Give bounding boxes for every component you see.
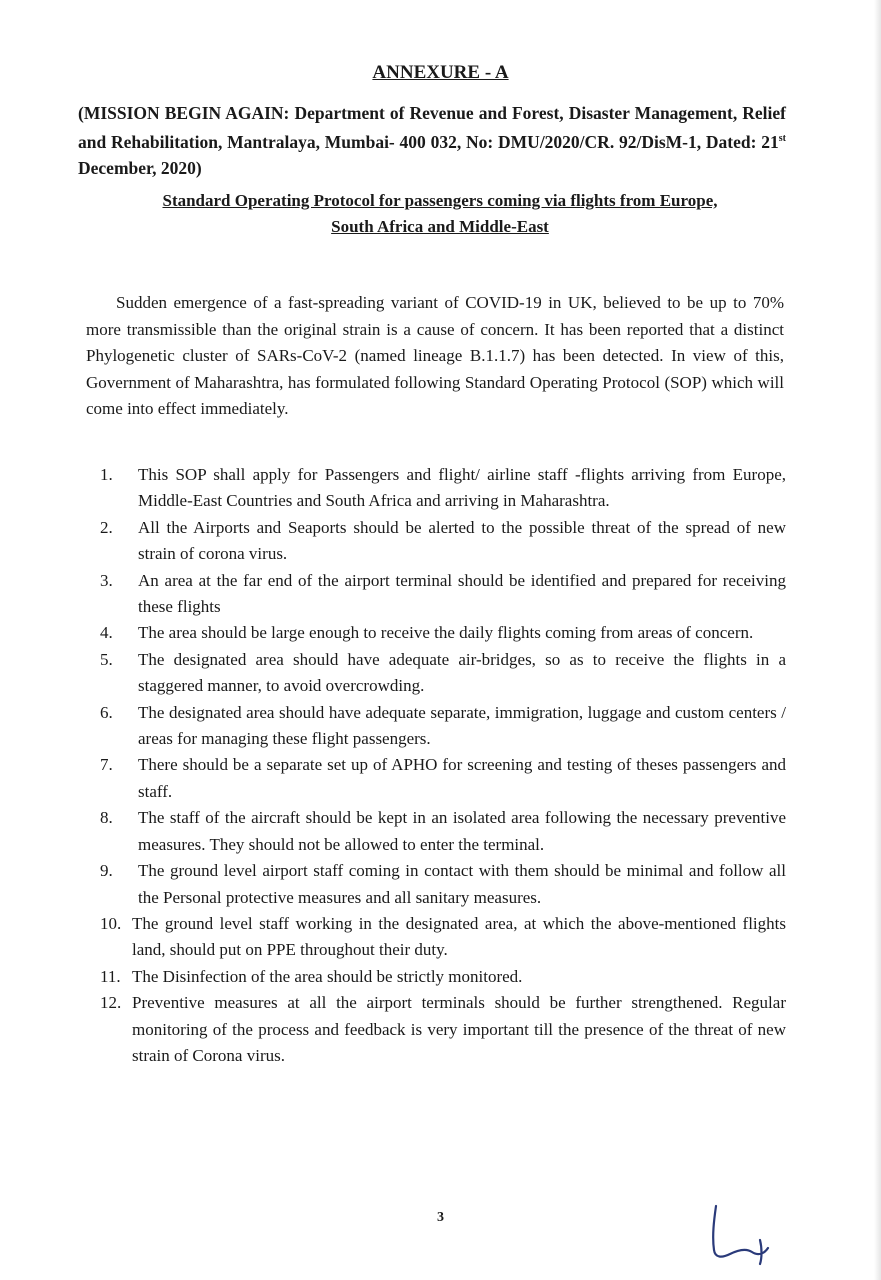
intro-paragraph: Sudden emergence of a fast-spreading variant of COVID-19 in UK, believed to be up to 70% more transmissible than the original strain is a cause of concern. It has been reported that a distinct Phylogenetic cluster of SARs-CoV-2 (named lineage B.1.1.7) has been detected. In view of this, Government of Maharashtra, has formulated following Standard Operating Protocol (SOP) which will come into effect immediately. — [86, 293, 784, 418]
item-text: The staff of the aircraft should be kept in an isolated area following the necessary preventive measures. They should not be allowed to enter the terminal. — [138, 808, 786, 854]
list-item — [100, 911, 786, 964]
item-number: 3. — [100, 570, 113, 590]
item-text: This SOP shall apply for Passengers and flight/ airline staff -flights arriving from Europe, Middle-East Countries and South Africa and arriving in Maharashtra. — [138, 465, 786, 511]
item-number: 7. — [100, 755, 113, 775]
handwritten-signature — [702, 1196, 782, 1266]
list-item — [100, 990, 786, 1069]
item-text: All the Airports and Seaports should be alerted to the possible threat of the spread of new strain of corona virus. — [138, 517, 786, 564]
item-text: The Disinfection of the area should be strictly monitored. — [132, 966, 523, 986]
mission-text: (MISSION BEGIN AGAIN: Department of Revenue and Forest, Disaster Management, Relief and Rehabilitation, Mantralaya, Mumbai- 400 032, No: DMU/2020/CR. 92/DisM-1, Dated: 21 — [78, 103, 786, 152]
mission-date-end: December, 2020) — [78, 157, 202, 178]
mission-reference — [78, 100, 786, 181]
item-number: 10. — [100, 913, 122, 933]
item-number: 2. — [100, 517, 113, 537]
list-item — [100, 805, 786, 858]
item-number: 5. — [100, 649, 113, 669]
sop-title — [90, 188, 790, 240]
sop-list — [100, 462, 786, 1069]
scan-edge-shadow — [874, 0, 881, 1280]
list-item — [100, 462, 786, 515]
item-text: The ground level airport staff coming in contact with them should be minimal and follow all the Personal protective measures and all sanitary measures. — [138, 861, 786, 907]
item-text: The designated area should have adequate air-bridges, so as to receive the flights in a staggered manner, to avoid overcrowding. — [138, 649, 786, 696]
list-item — [100, 858, 786, 911]
list-item — [100, 620, 786, 646]
page-number: 3 — [437, 1210, 444, 1225]
list-item — [100, 568, 786, 621]
item-text: The area should be large enough to receive the daily flights coming from areas of concern. — [138, 623, 754, 643]
sop-title-line-2: South Africa and Middle-East — [331, 217, 549, 236]
list-item — [100, 700, 786, 753]
item-number: 11. — [100, 966, 121, 986]
item-text: The ground level staff working in the designated area, at which the above-mentioned flights land, should put on PPE throughout their duty. — [132, 913, 786, 960]
item-number: 8. — [100, 808, 113, 828]
item-text: Preventive measures at all the airport terminals should be further strengthened. Regular monitoring of the process and feedback is very important till the presence of the threat of new strain of Corona virus. — [132, 993, 786, 1065]
item-number: 4. — [100, 623, 113, 643]
list-item — [100, 752, 786, 805]
list-item — [100, 964, 786, 990]
annexure-title: ANNEXURE - A — [372, 62, 509, 83]
sop-title-line-1: Standard Operating Protocol for passengers coming via flights from Europe, — [162, 191, 718, 210]
item-number: 6. — [100, 702, 113, 722]
item-text: An area at the far end of the airport terminal should be identified and prepared for receiving these flights — [138, 570, 786, 617]
list-item — [100, 647, 786, 700]
list-item — [100, 515, 786, 568]
item-number: 12. — [100, 993, 122, 1013]
item-text: The designated area should have adequate separate, immigration, luggage and custom centers / areas for managing these flight passengers. — [138, 702, 786, 749]
date-superscript: st — [778, 133, 786, 144]
item-number: 1. — [100, 465, 113, 484]
item-number: 9. — [100, 861, 113, 881]
item-text: There should be a separate set up of APHO for screening and testing of theses passengers and staff. — [138, 755, 786, 801]
